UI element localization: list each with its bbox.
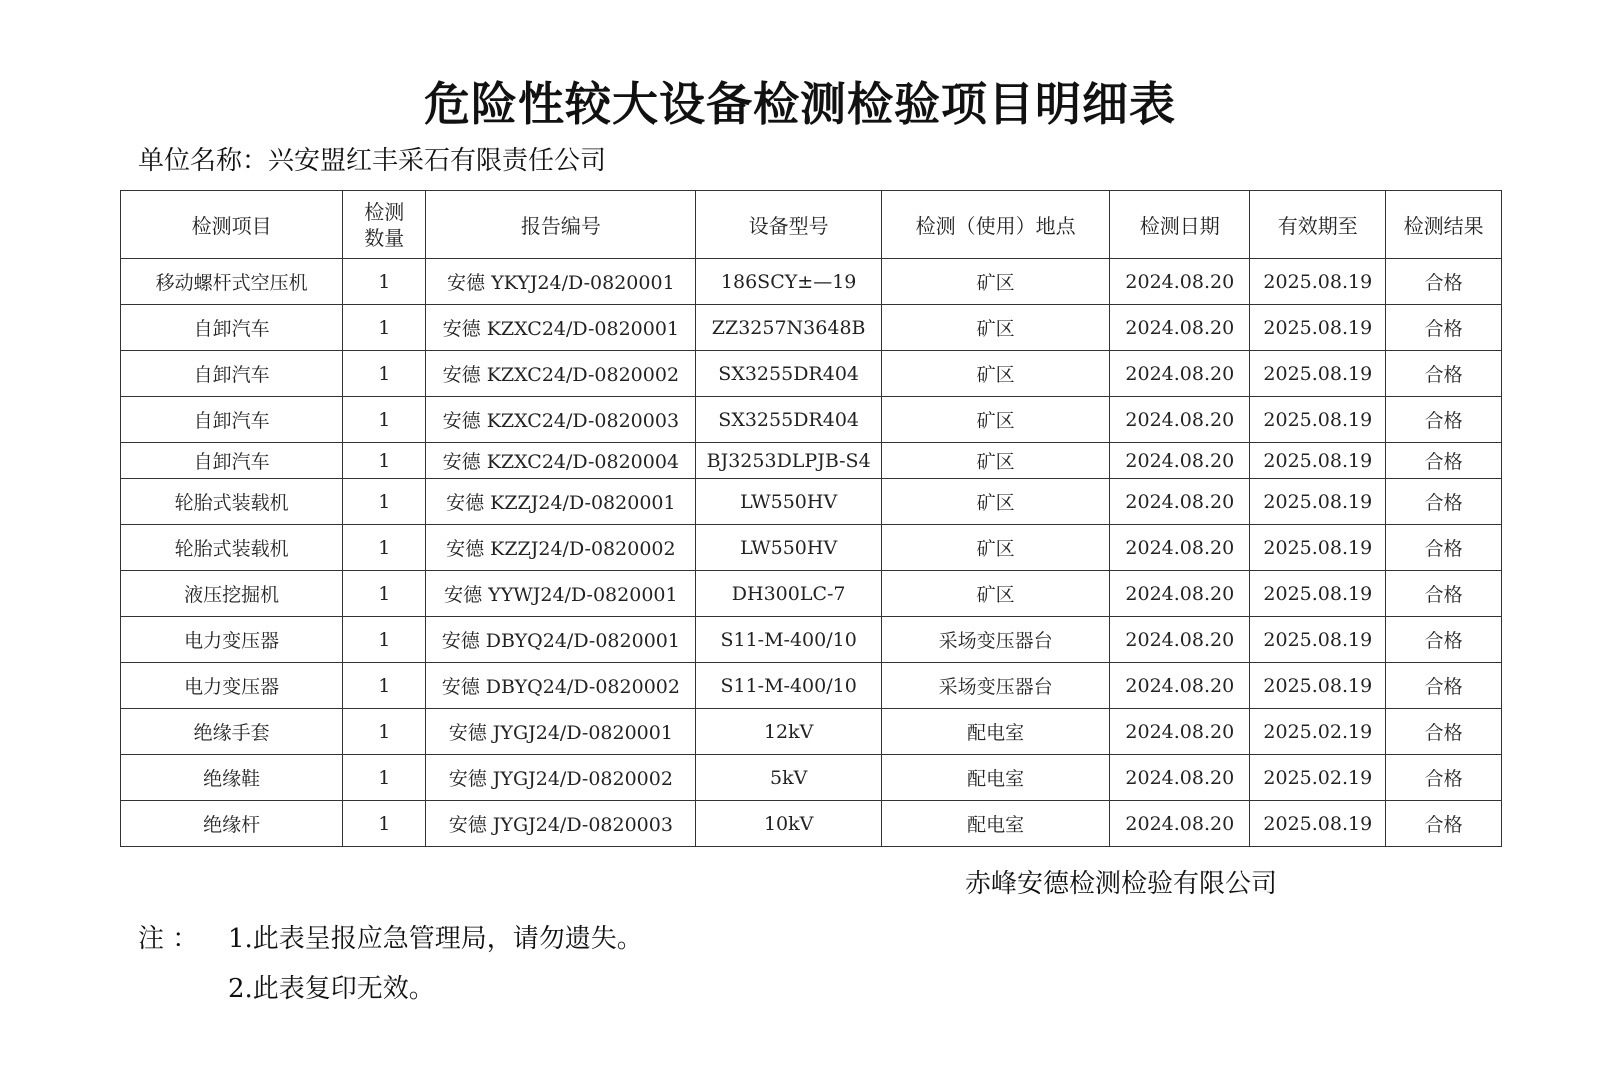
cell-equipment-model: 12kV <box>696 709 882 755</box>
cell-location: 配电室 <box>882 755 1110 801</box>
cell-inspection-date: 2024.08.20 <box>1110 479 1250 525</box>
cell-result: 合格 <box>1386 351 1502 397</box>
cell-quantity: 1 <box>343 663 426 709</box>
col-header-inspection-date: 检测日期 <box>1110 191 1250 259</box>
cell-inspection-date: 2024.08.20 <box>1110 801 1250 847</box>
cell-inspection-date: 2024.08.20 <box>1110 525 1250 571</box>
table-row <box>121 571 1502 617</box>
cell-item: 自卸汽车 <box>121 397 343 443</box>
cell-inspection-date: 2024.08.20 <box>1110 709 1250 755</box>
table-body <box>121 259 1502 847</box>
cell-location: 矿区 <box>882 397 1110 443</box>
note-item: 2.此表复印无效。 <box>228 974 435 1004</box>
cell-report-number: 安德 JYGJ24/D-0820003 <box>426 801 696 847</box>
table-row <box>121 755 1502 801</box>
cell-equipment-model: 5kV <box>696 755 882 801</box>
cell-item: 自卸汽车 <box>121 351 343 397</box>
cell-item: 轮胎式装载机 <box>121 479 343 525</box>
cell-quantity: 1 <box>343 571 426 617</box>
cell-quantity: 1 <box>343 351 426 397</box>
table-row <box>121 525 1502 571</box>
cell-valid-until: 2025.02.19 <box>1250 755 1386 801</box>
inspection-table <box>120 190 1502 847</box>
cell-equipment-model: 10kV <box>696 801 882 847</box>
cell-result: 合格 <box>1386 397 1502 443</box>
cell-result: 合格 <box>1386 479 1502 525</box>
cell-location: 配电室 <box>882 801 1110 847</box>
cell-result: 合格 <box>1386 617 1502 663</box>
cell-location: 矿区 <box>882 571 1110 617</box>
cell-item: 液压挖掘机 <box>121 571 343 617</box>
col-header-item: 检测项目 <box>121 191 343 259</box>
cell-location: 矿区 <box>882 259 1110 305</box>
cell-quantity: 1 <box>343 525 426 571</box>
cell-inspection-date: 2024.08.20 <box>1110 663 1250 709</box>
cell-quantity: 1 <box>343 709 426 755</box>
cell-report-number: 安德 DBYQ24/D-0820001 <box>426 617 696 663</box>
cell-item: 电力变压器 <box>121 617 343 663</box>
cell-location: 矿区 <box>882 351 1110 397</box>
cell-result: 合格 <box>1386 305 1502 351</box>
cell-report-number: 安德 YKYJ24/D-0820001 <box>426 259 696 305</box>
cell-valid-until: 2025.08.19 <box>1250 525 1386 571</box>
col-header-valid-until: 有效期至 <box>1250 191 1386 259</box>
cell-item: 轮胎式装载机 <box>121 525 343 571</box>
cell-inspection-date: 2024.08.20 <box>1110 617 1250 663</box>
unit-name: 单位名称：兴安盟红丰采石有限责任公司 <box>138 146 607 176</box>
cell-equipment-model: BJ3253DLPJB-S4 <box>696 443 882 479</box>
page-title: 危险性较大设备检测检验项目明细表 <box>424 77 1176 131</box>
cell-quantity: 1 <box>343 801 426 847</box>
cell-item: 电力变压器 <box>121 663 343 709</box>
cell-equipment-model: SX3255DR404 <box>696 351 882 397</box>
cell-report-number: 安德 YYWJ24/D-0820001 <box>426 571 696 617</box>
cell-valid-until: 2025.02.19 <box>1250 709 1386 755</box>
table-row <box>121 305 1502 351</box>
cell-report-number: 安德 KZXC24/D-0820001 <box>426 305 696 351</box>
cell-quantity: 1 <box>343 397 426 443</box>
cell-item: 自卸汽车 <box>121 443 343 479</box>
cell-item: 移动螺杆式空压机 <box>121 259 343 305</box>
table-row <box>121 617 1502 663</box>
col-header-quantity-label: 检测 数量 <box>364 199 405 250</box>
col-header-quantity <box>343 191 426 259</box>
cell-valid-until: 2025.08.19 <box>1250 571 1386 617</box>
cell-inspection-date: 2024.08.20 <box>1110 259 1250 305</box>
col-header-result: 检测结果 <box>1386 191 1502 259</box>
cell-valid-until: 2025.08.19 <box>1250 351 1386 397</box>
note-item: 1.此表呈报应急管理局，请勿遗失。 <box>228 924 643 954</box>
notes-label: 注 ： <box>138 924 199 954</box>
cell-equipment-model: S11-M-400/10 <box>696 663 882 709</box>
cell-report-number: 安德 DBYQ24/D-0820002 <box>426 663 696 709</box>
table-row <box>121 479 1502 525</box>
col-header-equipment-model: 设备型号 <box>696 191 882 259</box>
cell-report-number: 安德 JYGJ24/D-0820002 <box>426 755 696 801</box>
cell-valid-until: 2025.08.19 <box>1250 443 1386 479</box>
cell-result: 合格 <box>1386 571 1502 617</box>
cell-result: 合格 <box>1386 525 1502 571</box>
cell-valid-until: 2025.08.19 <box>1250 479 1386 525</box>
cell-location: 矿区 <box>882 479 1110 525</box>
cell-location: 配电室 <box>882 709 1110 755</box>
cell-quantity: 1 <box>343 617 426 663</box>
cell-location: 矿区 <box>882 305 1110 351</box>
table-row <box>121 709 1502 755</box>
cell-item: 绝缘杆 <box>121 801 343 847</box>
cell-equipment-model: DH300LC-7 <box>696 571 882 617</box>
cell-quantity: 1 <box>343 305 426 351</box>
cell-report-number: 安德 KZXC24/D-0820004 <box>426 443 696 479</box>
cell-report-number: 安德 KZZJ24/D-0820001 <box>426 479 696 525</box>
cell-item: 绝缘手套 <box>121 709 343 755</box>
cell-valid-until: 2025.08.19 <box>1250 259 1386 305</box>
cell-item: 绝缘鞋 <box>121 755 343 801</box>
table-header-row <box>121 191 1502 259</box>
cell-equipment-model: LW550HV <box>696 525 882 571</box>
cell-inspection-date: 2024.08.20 <box>1110 443 1250 479</box>
cell-equipment-model: ZZ3257N3648B <box>696 305 882 351</box>
cell-equipment-model: SX3255DR404 <box>696 397 882 443</box>
cell-quantity: 1 <box>343 259 426 305</box>
cell-report-number: 安德 KZZJ24/D-0820002 <box>426 525 696 571</box>
cell-inspection-date: 2024.08.20 <box>1110 571 1250 617</box>
cell-report-number: 安德 KZXC24/D-0820002 <box>426 351 696 397</box>
cell-result: 合格 <box>1386 755 1502 801</box>
cell-item: 自卸汽车 <box>121 305 343 351</box>
cell-equipment-model: LW550HV <box>696 479 882 525</box>
cell-report-number: 安德 KZXC24/D-0820003 <box>426 397 696 443</box>
table-row <box>121 351 1502 397</box>
cell-valid-until: 2025.08.19 <box>1250 617 1386 663</box>
table-row <box>121 397 1502 443</box>
cell-result: 合格 <box>1386 259 1502 305</box>
cell-inspection-date: 2024.08.20 <box>1110 305 1250 351</box>
cell-quantity: 1 <box>343 443 426 479</box>
cell-report-number: 安德 JYGJ24/D-0820001 <box>426 709 696 755</box>
cell-result: 合格 <box>1386 709 1502 755</box>
issuer-company: 赤峰安德检测检验有限公司 <box>965 869 1278 899</box>
cell-location: 采场变压器台 <box>882 617 1110 663</box>
cell-inspection-date: 2024.08.20 <box>1110 397 1250 443</box>
cell-result: 合格 <box>1386 443 1502 479</box>
cell-result: 合格 <box>1386 663 1502 709</box>
cell-result: 合格 <box>1386 801 1502 847</box>
cell-location: 采场变压器台 <box>882 663 1110 709</box>
cell-equipment-model: S11-M-400/10 <box>696 617 882 663</box>
cell-quantity: 1 <box>343 479 426 525</box>
cell-valid-until: 2025.08.19 <box>1250 305 1386 351</box>
cell-valid-until: 2025.08.19 <box>1250 397 1386 443</box>
cell-valid-until: 2025.08.19 <box>1250 801 1386 847</box>
cell-quantity: 1 <box>343 755 426 801</box>
cell-location: 矿区 <box>882 443 1110 479</box>
col-header-report-number: 报告编号 <box>426 191 696 259</box>
table-row <box>121 663 1502 709</box>
cell-inspection-date: 2024.08.20 <box>1110 351 1250 397</box>
table-row <box>121 443 1502 479</box>
cell-location: 矿区 <box>882 525 1110 571</box>
col-header-location: 检测（使用）地点 <box>882 191 1110 259</box>
table-row <box>121 801 1502 847</box>
table-row <box>121 259 1502 305</box>
cell-equipment-model: 186SCY±—19 <box>696 259 882 305</box>
cell-inspection-date: 2024.08.20 <box>1110 755 1250 801</box>
cell-valid-until: 2025.08.19 <box>1250 663 1386 709</box>
